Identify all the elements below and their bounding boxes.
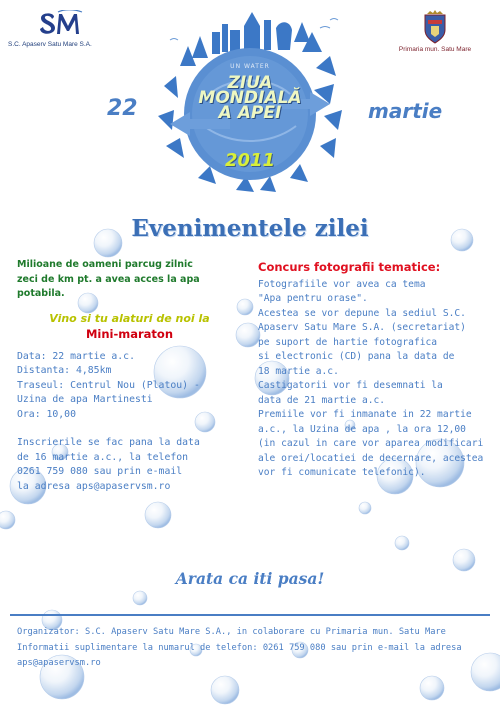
emblem-title-line2: MONDIALĂ	[198, 88, 302, 108]
footer-organizer: Organizator: S.C. Apaserv Satu Mare S.A., in colaborare cu Primaria mun. Satu Mare	[17, 627, 446, 637]
date-day: 22	[107, 96, 138, 121]
city-hall-name: Primaria mun. Satu Mare	[398, 46, 472, 53]
contest-title: Concurs fotografii tematice:	[258, 260, 441, 274]
contest-line: 18 martie a.c.	[258, 365, 339, 377]
contest-line: Premiile vor fi inmanate in 22 martie	[258, 409, 472, 420]
detail-line: Uzina de apa Martinesti	[17, 394, 153, 405]
crest-icon	[418, 10, 452, 44]
world-water-day-emblem	[140, 6, 360, 206]
intro-line: zeci de km pt. a avea acces la apa	[17, 273, 200, 285]
un-water-label: UN WATER	[230, 63, 270, 70]
detail-line: Traseul: Centrul Nou (Platou) -	[17, 379, 200, 391]
intro-line: potabila.	[17, 288, 65, 299]
contest-line: pe suport de hartie fotografica	[258, 336, 438, 348]
contest-line: vor fi comunicate telefonic).	[258, 467, 426, 478]
registration-info	[17, 436, 242, 494]
invite-text: Vino si tu alaturi de noi la	[49, 311, 210, 325]
detail-line: Ora: 10,00	[17, 408, 76, 420]
slogan: Arata ca iti pasa!	[175, 569, 325, 588]
company-logo	[8, 10, 118, 48]
registration-line: de 16 martie a.c., la telefon	[17, 451, 189, 463]
detail-line: Distanta: 4,85km	[17, 365, 112, 376]
contest-line: si electronic (CD) pana la data de	[258, 351, 455, 362]
registration-line: 0261 759 080 sau prin e-mail	[17, 466, 183, 477]
photo-contest-section	[258, 260, 490, 481]
contest-line: "Apa pentru orase".	[258, 293, 368, 304]
page-heading: Evenimentele zilei	[131, 215, 369, 242]
sm-logo-icon	[38, 10, 86, 38]
contest-line: (in cazul in care vor aparea modificari	[258, 438, 484, 449]
registration-line: Inscrierile se fac pana la data	[17, 437, 200, 448]
intro-text	[17, 258, 242, 302]
footer-contact: Informatii suplimentare la numarul de telefon: 0261 759 080 sau prin e-mail la adresa	[17, 642, 462, 653]
intro-line: Milioane de oameni parcug zilnic	[17, 259, 193, 270]
contest-line: Apaserv Satu Mare S.A. (secretariat)	[258, 322, 466, 333]
emblem-title-line1: ZIUA	[227, 73, 273, 93]
company-name: S.C. Apaserv Satu Mare S.A.	[8, 41, 92, 48]
mini-marathon-section	[17, 258, 242, 494]
emblem-title-line3: A APEI	[218, 103, 282, 123]
emblem-year: 2011	[224, 150, 276, 171]
contest-line: ale orei/locatiei de decernare, acestea	[258, 452, 484, 464]
city-hall-logo	[380, 10, 490, 53]
contest-line: a.c., la Uzina de apa , la ora 12,00	[258, 423, 466, 435]
emblem-title	[140, 73, 360, 123]
registration-line: la adresa aps@apaservsm.ro	[17, 480, 171, 492]
detail-line: Data: 22 martie a.c.	[17, 350, 135, 362]
contest-line: Castigatorii vor fi desemnati la	[258, 380, 443, 391]
footer	[17, 625, 487, 672]
footer-email: aps@apaservsm.ro	[17, 658, 101, 668]
contest-line: data de 21 martie a.c.	[258, 394, 386, 406]
contest-line: Fotografiile vor avea ca tema	[258, 278, 426, 290]
divider	[10, 614, 490, 616]
event-details	[17, 350, 242, 423]
date-month: martie	[368, 99, 443, 123]
contest-line: Acestea se vor depune la sediul S.C.	[258, 307, 466, 319]
event-name: Mini-maraton	[85, 327, 174, 341]
